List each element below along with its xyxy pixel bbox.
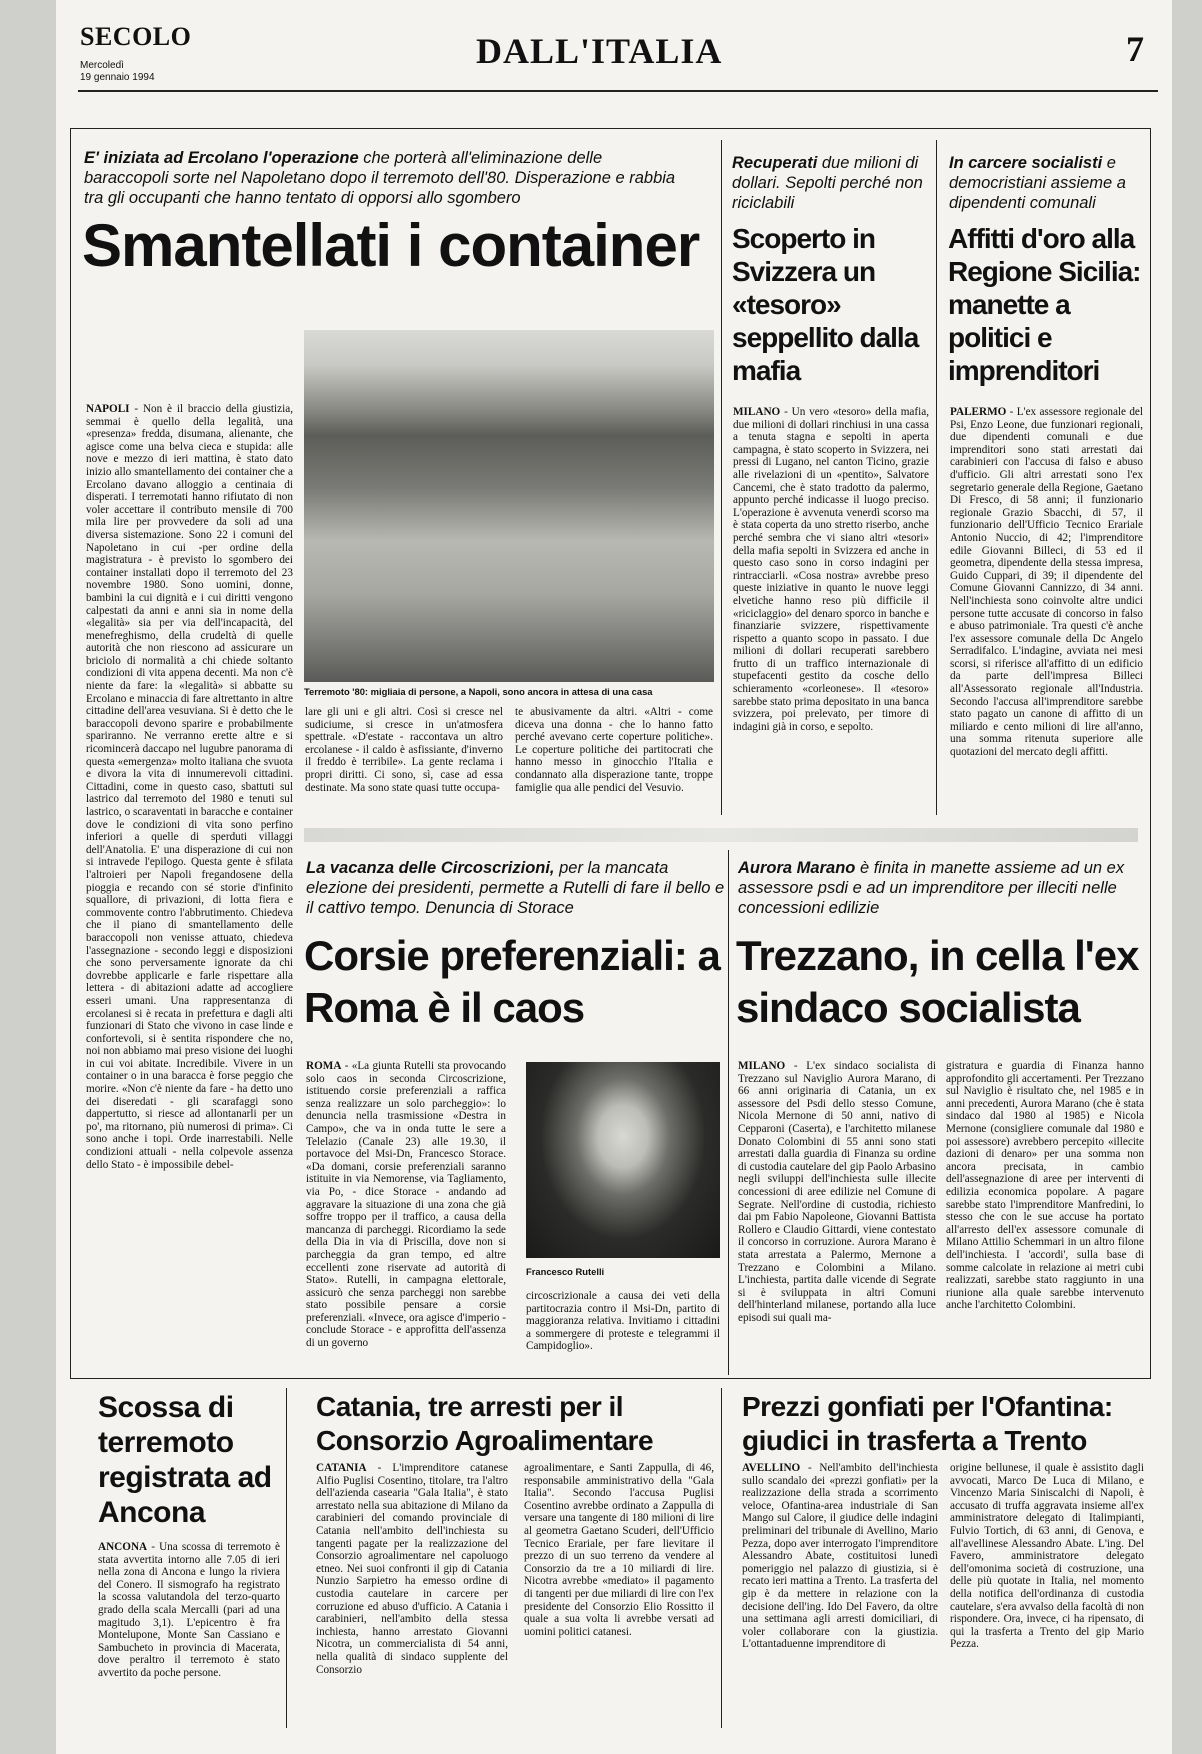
roma-photo-caption: Francesco Rutelli xyxy=(526,1266,605,1277)
paper-name: SECOLO xyxy=(80,22,192,51)
frame-top xyxy=(70,128,1150,129)
trezzano-kicker: Aurora Marano è finita in manette assieme ad un ex assessore psdi e ad un imprenditore per illeciti nelle concessioni edilizie xyxy=(738,859,1125,917)
roma-kicker: La vacanza delle Circoscrizioni, per la mancata elezione dei presidenti, permette a Rutelli di fare il bello e il cattivo tempo. Denuncia di Storace xyxy=(306,859,725,917)
svizzera-headline: Scoperto in Svizzera un «tesoro» seppellito dalla mafia xyxy=(732,223,919,386)
column-rule-1 xyxy=(721,140,722,815)
lead-column-2: lare gli uni e gli altri. Così si cresce nel sudiciume, si cresce in un'atmosfera spettrale. «D'estate - raccontava un altro ercolanese - il caldo è asfissiante, d'inverno il freddo è terribile». La gente reclama i propri diritti. Ci sono, sì, case ad essa destinate. Ma sono state quasi tutte occupa- xyxy=(305,706,503,794)
trezzano-column-2: gistratura e guardia di Finanza hanno approfondito gli accertamenti. Per Trezzano sul Naviglio è risultato che, nel 1985 e in anni precedenti, Aurora Marano (che è stata sindaco dal 1980 al 1985) e Nicola Mernone (consigliere comunale dal 1980 e poi assessore) avrebbero percepito «illecite dazioni di denaro» per una somma non ancora precisata, in cambio dell'assegnazione di aree per interventi di edilizia economica popolare. A pagare sarebbe stato l'imprenditore Manfredini, lo stesso che con le sue accuse ha portato all'arresto dell'ex assessore comunale di Milano Attilio Schemmari in un altro filone dell'inchiesta. I 'accordi', sulla base di somme calcolate in relazione ai metri cubi realizzati, sarebbe stato raggiunto in una riunione alla quale sarebbe intervenuto anche l'architetto Colombini. xyxy=(946,1060,1144,1312)
column-rule-5 xyxy=(721,1388,722,1728)
rutelli-photo xyxy=(526,1062,720,1258)
sicilia-kicker: In carcere socialisti e democristiani assieme a dipendenti comunali xyxy=(949,154,1126,212)
frame-left xyxy=(70,128,71,1378)
roma-headline: Corsie preferenziali: a Roma è il caos xyxy=(304,932,720,1031)
column-rule-2 xyxy=(936,140,937,815)
roma-column-2: circoscrizionale a causa dei veti della partitocrazia contro il Msi-Dn, partito di maggioranza relativa. Invitiamo i cittadini a sommergere di proteste e telegrammi il Campidoglio». xyxy=(526,1290,720,1353)
ofantina-column-2: origine bellunese, il quale è assistito dagli avvocati, Marco De Luca di Milano, e Vincenzo Maria Siniscalchi di Napoli, è accusato di truffa aggravata insieme all'ex amministratore delegato di Italimpianti, Fulvio Tortich, di 63 anni, di Genova, e all'avellinese Alessandro Abate. L'ing. Del Favero, amministratore delegato dell'omonima società di costruzione, una delle più quotate in Italia, nel momento della notifica dell'ordinanza di custodia cautelare, s'era avvalso della facoltà di non rispondere. Ora, invece, ci ha ripensato, di qui la trasferta a Trento del gip Mario Pezza. xyxy=(950,1462,1144,1651)
ancona-body: ANCONA - Una scossa di terremoto è stata avvertita intorno alle 7.05 di ieri nella zona di Ancona e lungo la riviera del Conero. Il sismografo ha registrato la scossa valutandola del terzo-quarto grado della scala Mercalli (pari ad una magitudo 3,1). L'epicentro è fra Montelupone, Monte San Cassiano e Sambucheto in provincia di Macerata, dove peraltro il terremoto è stato avvertito da poche persone. xyxy=(98,1541,280,1679)
trezzano-headline: Trezzano, in cella l'ex sindaco socialista xyxy=(736,932,1139,1031)
lead-photo-caption: Terremoto '80: migliaia di persone, a Napoli, sono ancora in attesa di una casa xyxy=(304,686,653,697)
sicilia-headline: Affitti d'oro alla Regione Sicilia: manette a politici e imprenditori xyxy=(948,223,1141,386)
lead-headline: Smantellati i container xyxy=(82,212,700,279)
issue-day: Mercoledì xyxy=(80,60,124,71)
sicilia-body: PALERMO - L'ex assessore regionale del Psi, Enzo Leone, due funzionari regionali, due dipendenti comunali e due imprenditori sono stati arrestati dai carabinieri con l'accusa di falso e abuso d'ufficio. Gli altri arrestati sono l'ex segretario generale della Regione, Gaetano Di Fresco, di 58 anni; il funzionario regionale Grazio Sbacchi, di 57, il funzionario dell'Ufficio Tecnico Erariale Antonio Nuccio, di 42; l'imprenditore edile Giovanni Billeci, di 53 ed il geometra, dipendente della stessa impresa, Guido Cuppari, di 39; il dipendente del Comune Giovanni Cannizzo, di 34 anni. Nell'inchiesta sono coinvolte altre undici persone tutte accusate di concorso in falso e abuso patrimoniale. Tra questi c'è anche l'ex assessore comunale della Dc Angelo Serradifalco. L'indagine, avviata nei mesi scorsi, si riferisce all'affitto di un edificio da parte dell'impresa Billeci all'Assessorato regionale all'Industria. Secondo l'accusa all'imprenditore sarebbe stato pagato un canone di affitto di un miliardo e cento milioni di lire all'anno, una somma ritenuta superiore alle quotazioni del mercato degli affitti. xyxy=(950,406,1143,759)
frame-right xyxy=(1150,128,1151,1378)
lead-column-3: te abusivamente da altri. «Altri - come diceva una donna - che lo hanno fatto perché avevano certe coperture politiche». Le coperture politiche dei partitocrati che hanno messo in ginocchio l'Italia e condannato alla disperazione tante, troppe famiglie qua alle pendici del Vesuvio. xyxy=(515,706,713,794)
trezzano-column-1: MILANO - L'ex sindaco socialista di Trezzano sul Naviglio Aurora Marano, di 66 anni originaria di Catania, un ex assessore del Psdi dello stesso Comune, Nicola Mernone di 50 anni, nativo di Cepparoni (Caserta), e l'architetto milanese Donato Colombini di 55 anni sono stati arrestati dalla guardia di Finanza su ordine di custodia cautelare del gip Paolo Arbasino negli sviluppi dell'inchiesta sulle illecite concessioni di aree edilizie nel Comune di Segrate. Nell'ordine di custodia, richiesto dai pm Fabio Napoleone, Giovanni Battista Rollero e Claudio Gittardi, viene contestato il concorso in corruzione. Aurora Marano è stata arrestata a Palermo, Mernone a Trezzano e Colombini a Milano. L'inchiesta, partita dalle vicende di Segrate si è sviluppata in altri Comuni dell'hinterland milanese, portando alla luce episodi sui quali ma- xyxy=(738,1060,936,1324)
frame-bottom xyxy=(70,1378,1151,1379)
column-rule-4 xyxy=(286,1388,287,1728)
lead-column-1: NAPOLI - Non è il braccio della giustizia, semmai è quello della legalità, una «presenza» fredda, disumana, alienante, che agisce come una belva cieca e stupida: alle nove e mezzo di ieri mattina, è stato dato inizio allo smantellamento dei container che a Ercolano davano alloggio a centinaia di disperati. I terremotati hanno rifiutato di non voler accettare il contributo mensile di 700 mila lire per provvedere da soli ad una diversa sistemazione. Sono 22 i comuni del Napoletano in cui -per ordine della magistratura - è previsto lo sgombero dei container installati dopo il terremoto del 23 novembre 1980. Sono uomini, donne, bambini la cui dignità e i cui diritti vengono calpestati da anni e anni sia in nome della «legalità» sia per via dell'incapacità, del menefreghismo, della crudeltà di quelle autorità che non riescono ad assicurare un briciolo di normalità a chi chiede soltanto condizioni di vita appena decenti. Ma non c'è niente da fare: la «legalità» si abbatte su Ercolano e minaccia di fare altrettanto in altre cittadine dell'area vesuviana. Si è detto che le baraccopoli devono sparire e probabilmente spariranno. Ne verranno erette altre e si ricomincerà daccapo nel lugubre panorama di questa «emergenza» molto italiana che svuota e divora la vita di innumerevoli cittadini. Cittadini, come in questo caso, sbattuti sul lastrico dal terremoto del 1980 e tenuti sul lastrico, o scaraventati in baracche e container dove le condizioni di vita sono perfino inferiori a quelle di sperduti villaggi dell'Anatolia. E' una disperazione di cui non si intravede l'epilogo. Questa gente è sfilata l'altroieri per Napoli fregandosene della pioggia e recando con sé storie d'infinito squallore, di privazioni, di lotta fiera e commovente contro l'abbrutimento. Chiedeva che il piano di smantellamento delle baraccopoli non venisse attuato, chiedeva l'assegnazione - secondo leggi e disposizioni che sono perversamente ignorate da chi dovrebbe applicarle e farle rispettare alla lettera - di abitazioni adatte ad accogliere esseri umani. Una rappresentanza di ercolanesi si è recata in prefettura e dagli alti funzionari di Stato che vivono in case linde e confortevoli, si è sentita rispondere che no, noi non abbiamo mai preso visione dei luoghi in cui voi abitate. Incredibile. Vivere in un container o in una baracca è forse peggio che morire. «Non c'è niente da fare - ha detto uno dei diseredati - gli scarafaggi sono dappertutto, si riesce ad allontanarli per un po', ma ritornano, più numerosi di prima». Ci sono anche i topi. Orde inarrestabili. Nelle condizioni attuali - nella colpevole assenza dello Stato - è impossibile debel- xyxy=(86,403,293,1171)
lead-kicker: E' iniziata ad Ercolano l'operazione che porterà all'eliminazione delle baraccopoli sorte nel Napoletano dopo il terremoto dell'80. Disperazione e rabbia tra gli occupanti che hanno tentato di opporsi allo sgombero xyxy=(84,149,676,207)
issue-date: 19 gennaio 1994 xyxy=(80,72,155,83)
catania-headline: Catania, tre arresti per il Consorzio Agroalimentare xyxy=(316,1391,654,1456)
roma-column-1: ROMA - «La giunta Rutelli sta provocando solo caos in seconda Circoscrizione, istituendo corsie preferenziali a raffica senza realizzare un solo parcheggio»: lo denuncia nella trasmissione «Destra in Campo», che va in onda tutte le sere a Telelazio (Canale 23) alle 19.30, il portavoce del Msi-Dn, Francesco Storace. «Da domani, corsie preferenziali saranno istituite in via Nemorense, via Tagliamento, via Po, - dice Storace - andando ad aggravare la situazione di una zona che già soffre troppo per il traffico, a causa della mancanza di parcheggi. Ricordiamo la sede della Dia in via di Priscilla, dove non si parcheggia da gran tempo, ed altre eccellenti zone riservate ad autorità di Stato». Rutelli, in campagna elettorale, assicurò che senza parcheggi non sarebbe stato possibile pensare a corsie preferenziali. «Invece, ora agisce d'imperio - conclude Storace - e approfitta dell'assenza di un governo xyxy=(306,1060,506,1350)
ancona-headline: Scossa di terremoto registrata ad Ancona xyxy=(98,1391,272,1529)
container-camp-photo xyxy=(304,330,714,682)
column-rule-3 xyxy=(728,850,729,1375)
svizzera-kicker: Recuperati due milioni di dollari. Sepolti perché non riciclabili xyxy=(732,154,923,212)
ofantina-column-1: AVELLINO - Nell'ambito dell'inchiesta sullo scandalo dei «prezzi gonfiati» per la realizzazione della strada a scorrimento veloce, Ofantina-area industriale di San Mango sul Calore, il giudice delle indagini preliminari del tribunale di Avellino, Mario Pezza, dopo aver interrogato l'imprenditore Alessandro Abate, costituitosi lunedì pomeriggio nel palazzo di giustizia, si è recato ieri mattina a Trento. La trasferta del gip è da mettere in relazione con la decisione dell'ing. Ido Del Favero, da oltre una settimana agli arresti domiciliari, di voler collaborare con la giustizia. L'ottantaduenne imprenditore di xyxy=(742,1462,938,1651)
catania-column-2: agroalimentare, e Santi Zappulla, di 46, responsabile amministrativo della "Gala Italia". Secondo l'accusa Puglisi Cosentino avrebbe ordinato a Zappulla di versare una tangente di 180 milioni di lire al geometra Gaetano Scuderi, dell'Ufficio Tecnico Erariale, per fare lievitare il prezzo di un suo terreno da vendere al Consorzio da tre a 10 miliardi di lire. Nicotra avrebbe «mediato» il pagamento di tangenti per due miliardi di lire con l'ex presidente del Consorzio Elio Rossitto il quale a sua volta li avrebbe versati ad uomini politici catanesi. xyxy=(524,1462,714,1638)
newspaper-page xyxy=(56,0,1172,1754)
masthead-rule xyxy=(78,90,1158,92)
catania-column-1: CATANIA - L'imprenditore catanese Alfio Puglisi Cosentino, titolare, tra l'altro dell'azienda casearia "Gala Italia", è stato arrestato nella sua abitazione di Milano da carabinieri del comando provinciale di Catania nell'ambito dell'inchiesta su tangenti pagate per la realizzazione del Consorzio agroalimentare nel capoluogo etneo. Nei suoi confronti il gip di Catania Nunzio Sarpietro ha emesso ordine di custodia cautelare in carcere per corruzione ed abuso d'ufficio. A Catania i carabinieri, nell'ambito della stessa inchiesta, hanno arrestato Giovanni Nicotra, un commercialista di 54 anni, nella qualità di sindaco supplente del Consorzio xyxy=(316,1462,508,1676)
svizzera-body: MILANO - Un vero «tesoro» della mafia, due milioni di dollari rinchiusi in una cassa a tenuta stagna e sepolti in aperta campagna, è stato scoperto in Svizzera, nei pressi di Lugano, nel canton Ticino, grazie alle rivelazioni di un «pentito», Salvatore Cancemi, che è stato tradotto da palermo, appunto perché indicasse il luogo preciso. L'operazione è avvenuta venerdì scorso ma è stata coperta da uno stretto riserbo, anche perché sembra che vi siano altri «tesori» della mafia sepolti in Svizzera ed anche in questo caso sono in corso indagini per rintracciarli. «Cosa nostra» avrebbe preso queste iniziative in quanto le nuove leggi elvetiche hanno reso più difficile il «riciclaggio» del denaro sporco in banche e finanziarie svizzere, rispettivamente rispetto a quanto scopo in passato. I due milioni di dollari recuperati sarebbero frutto di un traffico internazionale di stupefacenti gestito da cosche dello schieramento «corleonese». Il «tesoro» sarebbe stato prima depositato in una banca svizzera, poi prelevato, per timore di indagini già in corso, e sepolto. xyxy=(733,406,929,733)
section-title: DALL'ITALIA xyxy=(476,31,723,71)
page-number: 7 xyxy=(1126,29,1144,69)
section-divider xyxy=(304,828,1138,842)
ofantina-headline: Prezzi gonfiati per l'Ofantina: giudici in trasferta a Trento xyxy=(742,1391,1113,1456)
